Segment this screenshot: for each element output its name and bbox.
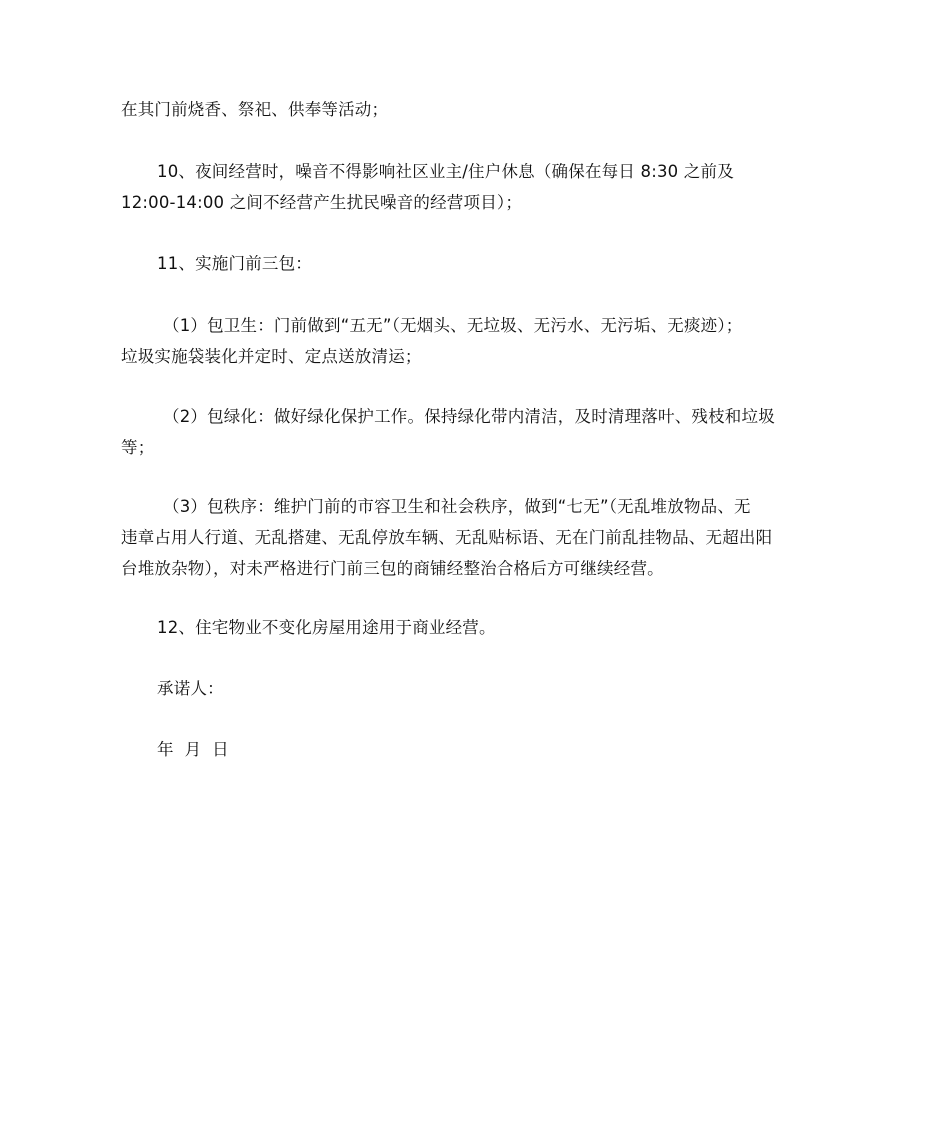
text-line: （1）包卫生：门前做到“五无”（无烟头、无垃圾、无污水、无污垢、无痰迹）；	[163, 316, 743, 335]
text-line: 年 月 日	[157, 740, 229, 759]
text-line: 等；	[121, 438, 155, 457]
paragraph-item-12-usage	[121, 612, 833, 643]
text-line: 在其门前烧香、祭祀、供奉等活动；	[121, 100, 389, 119]
text-line: 台堆放杂物），对未严格进行门前三包的商铺经整治合格后方可继续经营。	[121, 559, 664, 578]
paragraph-order	[121, 491, 833, 584]
text-line: 10、夜间经营时，噪音不得影响社区业主/住户休息（确保在每日 8:30 之前及	[157, 162, 734, 181]
text-line: 11、实施门前三包：	[157, 254, 312, 273]
paragraph-worship-activities	[121, 94, 833, 125]
text-line: 承诺人：	[157, 679, 224, 698]
text-line: （2）包绿化：做好绿化保护工作。保持绿化带内清洁，及时清理落叶、残枝和垃圾	[163, 407, 775, 426]
paragraph-item-11-heading	[121, 248, 833, 279]
text-line: 违章占用人行道、无乱搭建、无乱停放车辆、无乱贴标语、无在门前乱挂物品、无超出阳	[121, 528, 773, 547]
paragraph-item-10-noise	[121, 156, 833, 218]
date-line	[121, 734, 833, 765]
text-line: 12、住宅物业不变化房屋用途用于商业经营。	[157, 618, 496, 637]
promisor-label	[121, 673, 833, 704]
text-line: 12:00-14:00 之间不经营产生扰民噪音的经营项目）；	[121, 193, 523, 212]
paragraph-hygiene	[121, 310, 833, 372]
text-line: （3）包秩序：维护门前的市容卫生和社会秩序，做到“七无”（无乱堆放物品、无	[163, 497, 751, 516]
paragraph-greening	[121, 401, 833, 463]
text-line: 垃圾实施袋装化并定时、定点送放清运；	[121, 347, 422, 366]
